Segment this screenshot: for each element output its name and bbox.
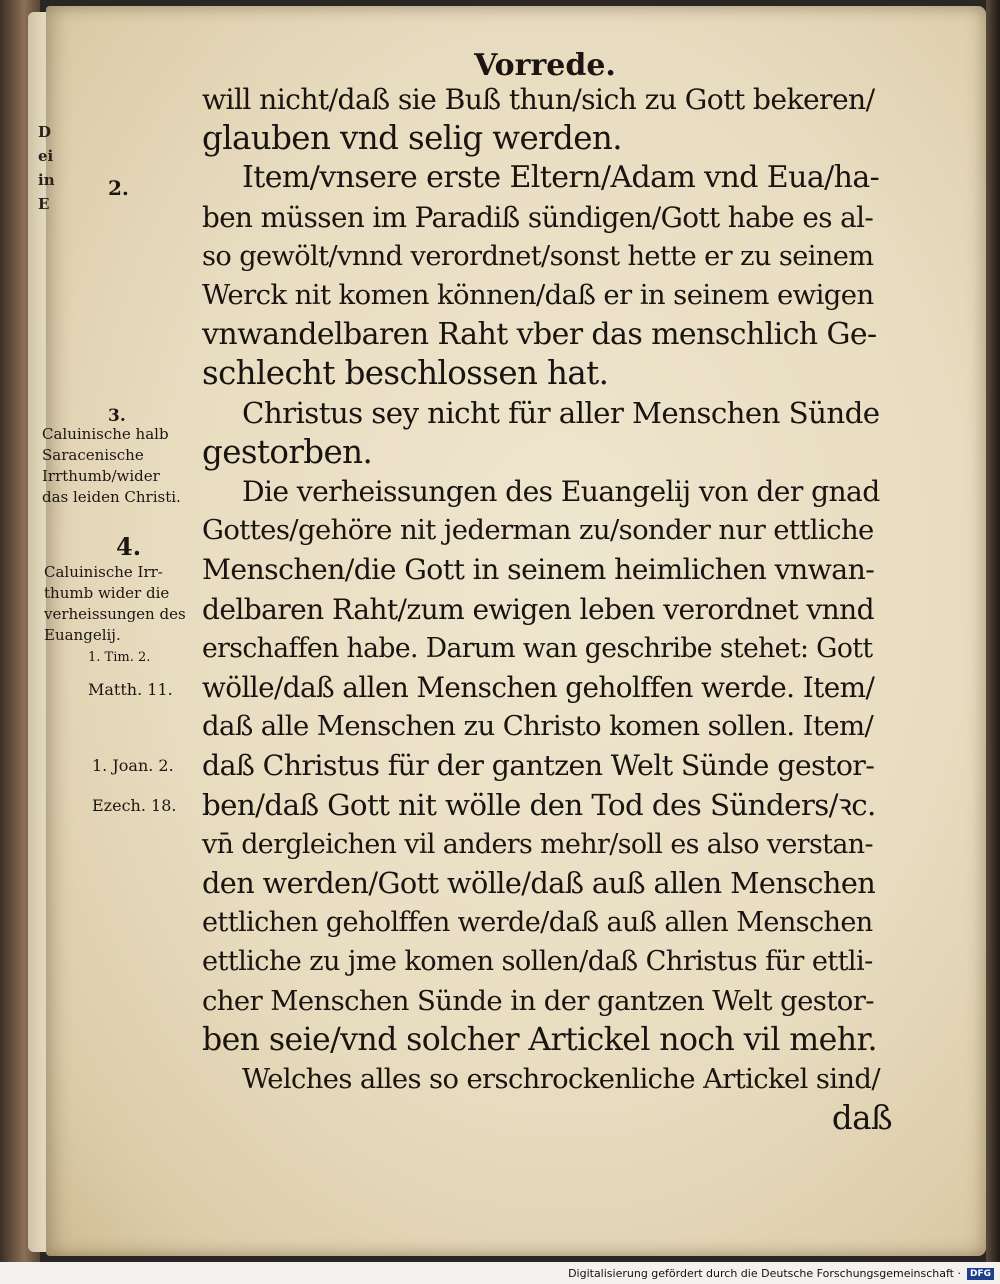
text-line: vn̄ dergleichen vil anders mehr/soll es also verstan- xyxy=(202,828,873,860)
text-line: vnwandelbaren Raht vber das menschlich Ge- xyxy=(202,317,877,353)
margin-note-line: thumb wider die xyxy=(44,584,170,602)
dfg-logo: DFG xyxy=(967,1268,994,1280)
text-line: ben seie/vnd solcher Artickel noch vil mehr. xyxy=(202,1021,877,1058)
bleed-letter: ei xyxy=(38,147,54,165)
margin-note-line: verheissungen des xyxy=(44,605,186,623)
margin-note-line: Saracenische xyxy=(42,446,144,464)
margin-note-line: Caluinische halb xyxy=(42,425,169,443)
text-line: Welches alles so erschrockenliche Artickel sind/ xyxy=(242,1064,880,1096)
text-line: Menschen/die Gott in seinem heimlichen vnwan- xyxy=(202,553,875,587)
text-line: schlecht beschlossen hat. xyxy=(202,354,609,393)
text-line: Die verheissungen des Euangelij von der gnad xyxy=(242,475,880,509)
bleed-letter: in xyxy=(38,171,55,189)
text-line: erschaffen habe. Darum wan geschribe stehet: Gott xyxy=(202,632,873,664)
text-line: Gottes/gehöre nit jederman zu/sonder nur ettliche xyxy=(202,515,874,547)
digitization-footer xyxy=(0,1262,1000,1284)
margin-note-line: Euangelij. xyxy=(44,626,121,644)
text-line: glauben vnd selig werden. xyxy=(202,119,622,158)
footer-text: Digitalisierung gefördert durch die Deutsche Forschungsgemeinschaft · xyxy=(568,1267,961,1280)
margin-note xyxy=(44,562,186,646)
text-line: gestorben. xyxy=(202,432,373,471)
scripture-reference: Matth. 11. xyxy=(88,680,173,699)
margin-number: 2. xyxy=(108,176,129,200)
text-line: ettlichen geholffen werde/daß auß allen Menschen xyxy=(202,907,873,939)
bleed-letter: E xyxy=(38,195,50,213)
text-line: ben müssen im Paradiß sündigen/Gott habe es al- xyxy=(202,200,874,234)
scripture-reference: 1. Tim. 2. xyxy=(88,650,151,665)
margin-number: 3. xyxy=(108,406,126,426)
margin-note-line: Caluinische Irr- xyxy=(44,563,163,581)
margin-note-line: das leiden Christi. xyxy=(42,488,181,506)
text-line: Item/vnsere erste Eltern/Adam vnd Eua/ha- xyxy=(242,160,880,196)
scripture-reference: 1. Joan. 2. xyxy=(92,756,174,775)
bleed-letter: D xyxy=(38,123,52,141)
text-line: Werck nit komen können/daß er in seinem ewigen xyxy=(202,279,874,312)
catchword: daß xyxy=(831,1099,892,1138)
text-line: wölle/daß allen Menschen geholffen werde. Item/ xyxy=(202,671,875,705)
margin-number: 4. xyxy=(116,532,142,561)
margin-note-line: Irrthumb/wider xyxy=(42,467,160,485)
bleed-through-letters xyxy=(38,120,60,216)
text-line: so gewölt/vnnd verordnet/sonst hette er zu seinem xyxy=(202,240,874,272)
text-line: cher Menschen Sünde in der gantzen Welt gestor- xyxy=(202,984,874,1017)
text-line: ben/daß Gott nit wölle den Tod des Sünders/ꝛc. xyxy=(202,787,876,822)
scripture-reference: Ezech. 18. xyxy=(92,796,177,815)
text-line: Christus sey nicht für aller Menschen Sünde xyxy=(242,395,880,430)
body-text xyxy=(202,80,892,1138)
running-header: Vorrede. xyxy=(474,48,616,83)
text-line: delbaren Raht/zum ewigen leben verordnet vnnd xyxy=(202,592,875,626)
book-right-edge xyxy=(986,0,1000,1262)
text-line: daß Christus für der gantzen Welt Sünde gestor- xyxy=(202,749,875,783)
text-line: daß alle Menschen zu Christo komen sollen. Item/ xyxy=(202,710,874,743)
text-line: ettliche zu jme komen sollen/daß Christus für ettli- xyxy=(202,946,873,978)
text-line: den werden/Gott wölle/daß auß allen Menschen xyxy=(202,866,876,901)
margin-note xyxy=(42,424,181,508)
text-line: will nicht/daß sie Buß thun/sich zu Gott bekeren/ xyxy=(202,83,875,116)
